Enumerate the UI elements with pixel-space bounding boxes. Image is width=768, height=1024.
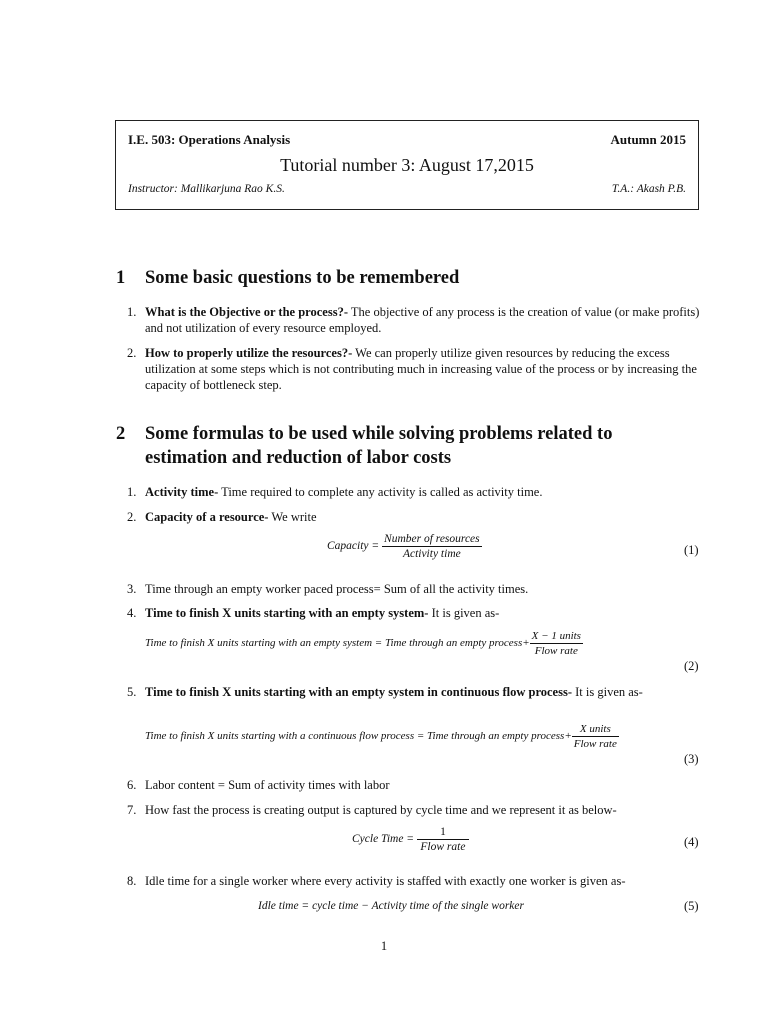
term: Autumn 2015: [610, 132, 686, 147]
header-box: [115, 120, 699, 210]
section-title-line-1: Some formulas to be used while solving problems related to: [145, 424, 613, 444]
list-item: 3. Time through an empty worker paced process= Sum of all the activity times.: [127, 582, 529, 596]
equation-number: (5): [684, 899, 699, 913]
header-bottom-row: [128, 183, 686, 195]
section-title-line-2: estimation and reduction of labor costs: [145, 448, 452, 468]
tutorial-title: Tutorial number 3: August 17,2015: [280, 155, 534, 175]
list-item: 8. Idle time for a single worker where every activity is staffed with exactly one worker is given as-: [127, 874, 626, 888]
equation-3: Time to finish X units starting with a continuous flow process = Time through an empty process+ $\frac{\text{X units}}{\text{Flow rate}}$: [145, 723, 617, 750]
equation-number: (4): [684, 835, 699, 849]
equation-4: Cycle Time = $\frac{1}{\text{Flow rate}}$: [352, 826, 469, 853]
equation-number: (3): [684, 752, 699, 766]
section-title: Some basic questions to be remembered: [145, 268, 460, 288]
header-top-row: [128, 132, 686, 148]
equation-5: Idle time = cycle time − Activity time of the single worker: [258, 900, 524, 912]
section-1-heading: [116, 266, 708, 290]
course-name: I.E. 503: Operations Analysis: [128, 132, 291, 147]
teaching-assistant: T.A.: Akash P.B.: [611, 183, 686, 195]
page-number: 1: [380, 939, 388, 953]
list-item: 1. What is the Objective or the process?- The objective of any process is the creation of value (or make profits) and not utilization of every resource employed.: [127, 305, 700, 335]
section-2-heading: [116, 422, 708, 470]
equation-1: Capacity = $\frac{\text{Number of resources}}{\text{Activity time}}$: [327, 533, 480, 560]
list-item: 2. Capacity of a resource- We write: [127, 510, 317, 524]
section-number: 1: [116, 268, 126, 288]
instructor: Instructor: Mallikarjuna Rao K.S.: [128, 183, 285, 195]
section-number: 2: [116, 424, 126, 444]
list-item: 4. Time to finish X units starting with an empty system- It is given as-: [127, 606, 500, 620]
list-item: 2. How to properly utilize the resources?- We can properly utilize given resources by reducing the excess utilization at some steps which is not contributing much in increasing value of the process or by increasing the capacity of bottleneck step.: [127, 346, 697, 392]
list-item: 1. Activity time- Time required to complete any activity is called as activity time.: [127, 485, 543, 499]
equation-2: Time to finish X units starting with an empty system = Time through an empty process+ $\frac{\text{X − 1 units}}{\text{Flow rate}}$: [145, 630, 581, 657]
equation-number: (1): [684, 543, 699, 557]
list-item: 7. How fast the process is creating output is captured by cycle time and we represent it as below-: [127, 803, 617, 817]
equation-number: (2): [684, 659, 699, 673]
list-item: 5. Time to finish X units starting with an empty system in continuous flow process- It is given as-: [127, 685, 643, 699]
list-item: 6. Labor content = Sum of activity times with labor: [127, 778, 390, 792]
